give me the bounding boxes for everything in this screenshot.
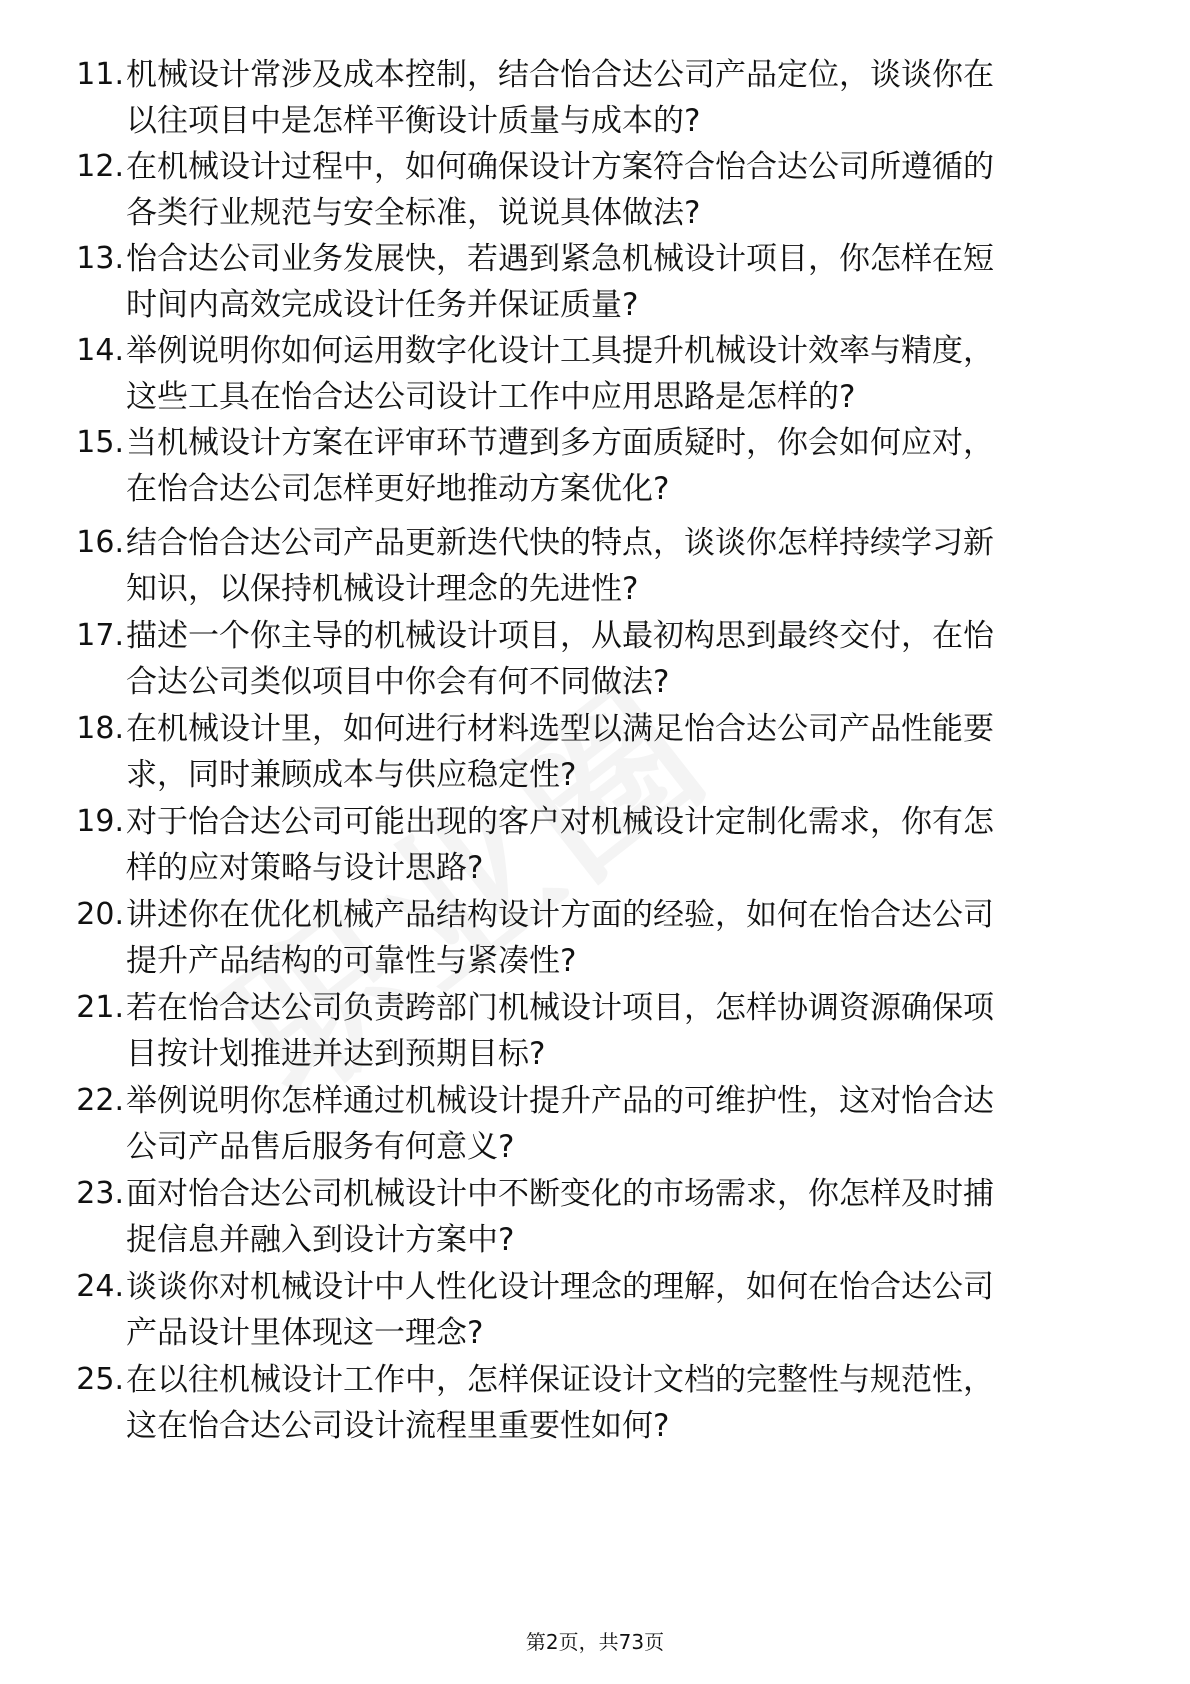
question-text: 对于怡合达公司可能出现的客户对机械设计定制化需求，你有怎 样的应对策略与设计思路? xyxy=(126,804,994,886)
question-item xyxy=(58,520,1138,612)
question-number: 19. xyxy=(76,804,124,839)
question-text: 在机械设计里，如何进行材料选型以满足怡合达公司产品性能要 求，同时兼顾成本与供应稳定性? xyxy=(126,711,994,793)
question-number: 23. xyxy=(76,1176,124,1211)
question-number: 22. xyxy=(76,1083,124,1118)
question-item xyxy=(58,706,1138,798)
question-number: 17. xyxy=(76,618,124,653)
question-number: 18. xyxy=(76,711,124,746)
question-text: 若在怡合达公司负责跨部门机械设计项目，怎样协调资源确保项 目按计划推进并达到预期目标? xyxy=(126,990,994,1072)
question-text: 当机械设计方案在评审环节遭到多方面质疑时，你会如何应对， 在怡合达公司怎样更好地推动方案优化? xyxy=(126,425,994,507)
question-number: 13. xyxy=(76,241,124,276)
question-item xyxy=(58,52,1138,144)
question-item xyxy=(58,144,1138,236)
question-number: 16. xyxy=(76,525,124,560)
page-number-footer: 第2页，共73页 xyxy=(525,1630,665,1654)
question-number: 14. xyxy=(76,333,124,368)
question-item xyxy=(58,1078,1138,1170)
question-item xyxy=(58,613,1138,705)
question-text: 举例说明你如何运用数字化设计工具提升机械设计效率与精度， 这些工具在怡合达公司设计工作中应用思路是怎样的? xyxy=(126,333,994,415)
question-text: 结合怡合达公司产品更新迭代快的特点，谈谈你怎样持续学习新 知识，以保持机械设计理念的先进性? xyxy=(126,525,994,607)
question-number: 20. xyxy=(76,897,124,932)
question-number: 11. xyxy=(76,57,124,92)
question-item xyxy=(58,892,1138,984)
question-text: 怡合达公司业务发展快，若遇到紧急机械设计项目，你怎样在短 时间内高效完成设计任务并保证质量? xyxy=(126,241,994,323)
question-item xyxy=(58,1357,1138,1449)
question-item xyxy=(58,420,1138,512)
question-number: 15. xyxy=(76,425,124,460)
question-item xyxy=(58,1264,1138,1356)
question-item xyxy=(58,328,1138,420)
question-number: 21. xyxy=(76,990,124,1025)
question-text: 讲述你在优化机械产品结构设计方面的经验，如何在怡合达公司 提升产品结构的可靠性与紧凑性? xyxy=(126,897,994,979)
question-number: 12. xyxy=(76,149,124,184)
question-text: 在以往机械设计工作中，怎样保证设计文档的完整性与规范性， 这在怡合达公司设计流程里重要性如何? xyxy=(126,1362,994,1444)
question-number: 24. xyxy=(76,1269,124,1304)
question-text: 机械设计常涉及成本控制，结合怡合达公司产品定位，谈谈你在 以往项目中是怎样平衡设计质量与成本的? xyxy=(126,57,994,139)
question-text: 面对怡合达公司机械设计中不断变化的市场需求，你怎样及时捕 捉信息并融入到设计方案中? xyxy=(126,1176,994,1258)
question-text: 谈谈你对机械设计中人性化设计理念的理解，如何在怡合达公司 产品设计里体现这一理念? xyxy=(126,1269,994,1351)
question-item xyxy=(58,985,1138,1077)
question-text: 在机械设计过程中，如何确保设计方案符合怡合达公司所遵循的 各类行业规范与安全标准，说说具体做法? xyxy=(126,149,994,231)
question-item xyxy=(58,236,1138,328)
question-text: 描述一个你主导的机械设计项目，从最初构思到最终交付，在怡 合达公司类似项目中你会有何不同做法? xyxy=(126,618,994,700)
question-number: 25. xyxy=(76,1362,124,1397)
question-item xyxy=(58,799,1138,891)
question-text: 举例说明你怎样通过机械设计提升产品的可维护性，这对怡合达 公司产品售后服务有何意义? xyxy=(126,1083,994,1165)
question-item xyxy=(58,1171,1138,1263)
